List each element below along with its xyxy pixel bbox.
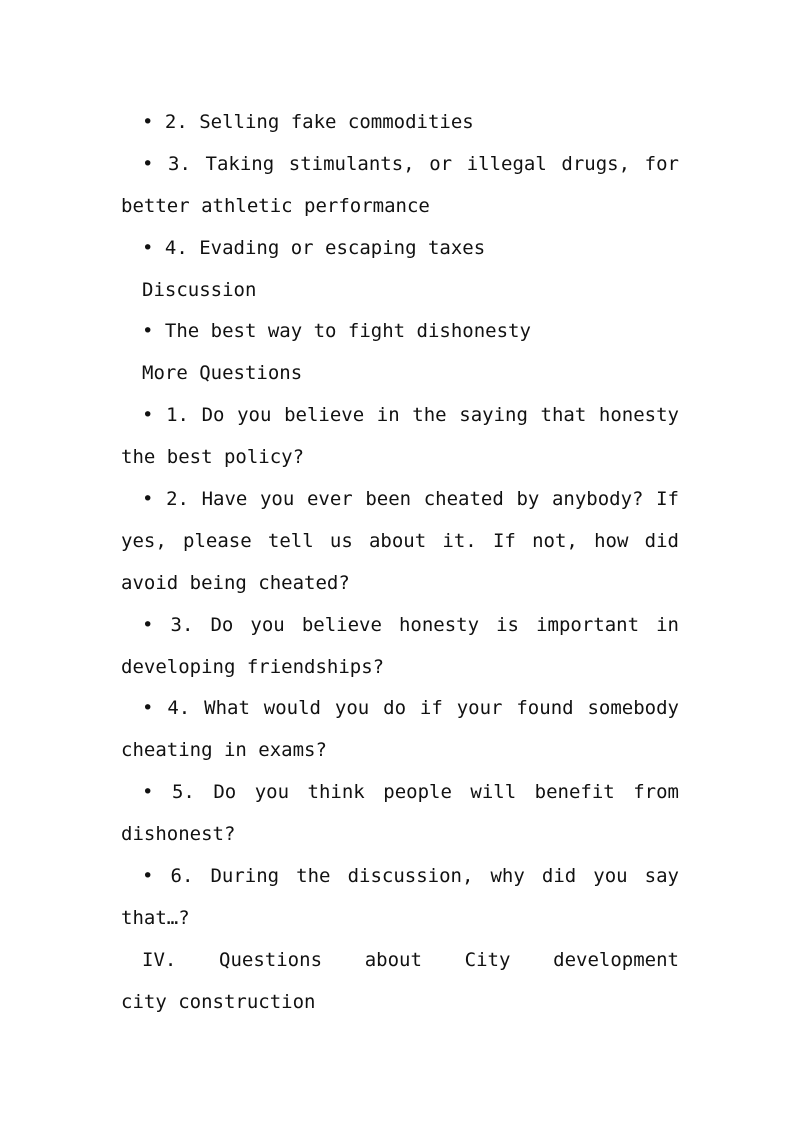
question-item-continuation: yes, please tell us about it. If not, how did <box>121 529 679 552</box>
bullet-item-taking-stimulants: • 3. Taking stimulants, or illegal drugs, for <box>142 152 679 175</box>
question-item-2: • 2. Have you ever been cheated by anybody? If <box>142 488 679 511</box>
bullet-item-selling-fake-commodities: • 2. Selling fake commodities <box>142 111 474 133</box>
question-item-3: • 3. Do you believe honesty is important in <box>142 613 679 636</box>
section-heading-city-development: IV. Questions about City development <box>142 948 679 971</box>
question-item-continuation: that…? <box>121 906 190 929</box>
question-item-continuation: cheating in exams? <box>121 739 327 762</box>
bullet-item-evading-taxes: • 4. Evading or escaping taxes <box>142 236 486 259</box>
bullet-item-continuation: better athletic performance <box>121 194 430 217</box>
section-heading-continuation: city construction <box>121 990 316 1013</box>
question-item-continuation: the best policy? <box>121 446 305 469</box>
document-body <box>121 102 679 1024</box>
question-item-continuation: avoid being cheated? <box>121 571 350 594</box>
section-heading-more-questions: More Questions <box>142 362 303 385</box>
bullet-item-fight-dishonesty: • The best way to fight dishonesty <box>142 320 531 343</box>
question-item-continuation: dishonest? <box>121 823 236 846</box>
section-heading-discussion: Discussion <box>142 278 257 301</box>
question-item-1: • 1. Do you believe in the saying that honesty <box>142 404 679 427</box>
question-item-5: • 5. Do you think people will benefit from <box>142 781 679 804</box>
question-item-4: • 4. What would you do if your found somebody <box>142 697 679 720</box>
question-item-6: • 6. During the discussion, why did you say <box>142 865 679 888</box>
question-item-continuation: developing friendships? <box>121 655 385 678</box>
